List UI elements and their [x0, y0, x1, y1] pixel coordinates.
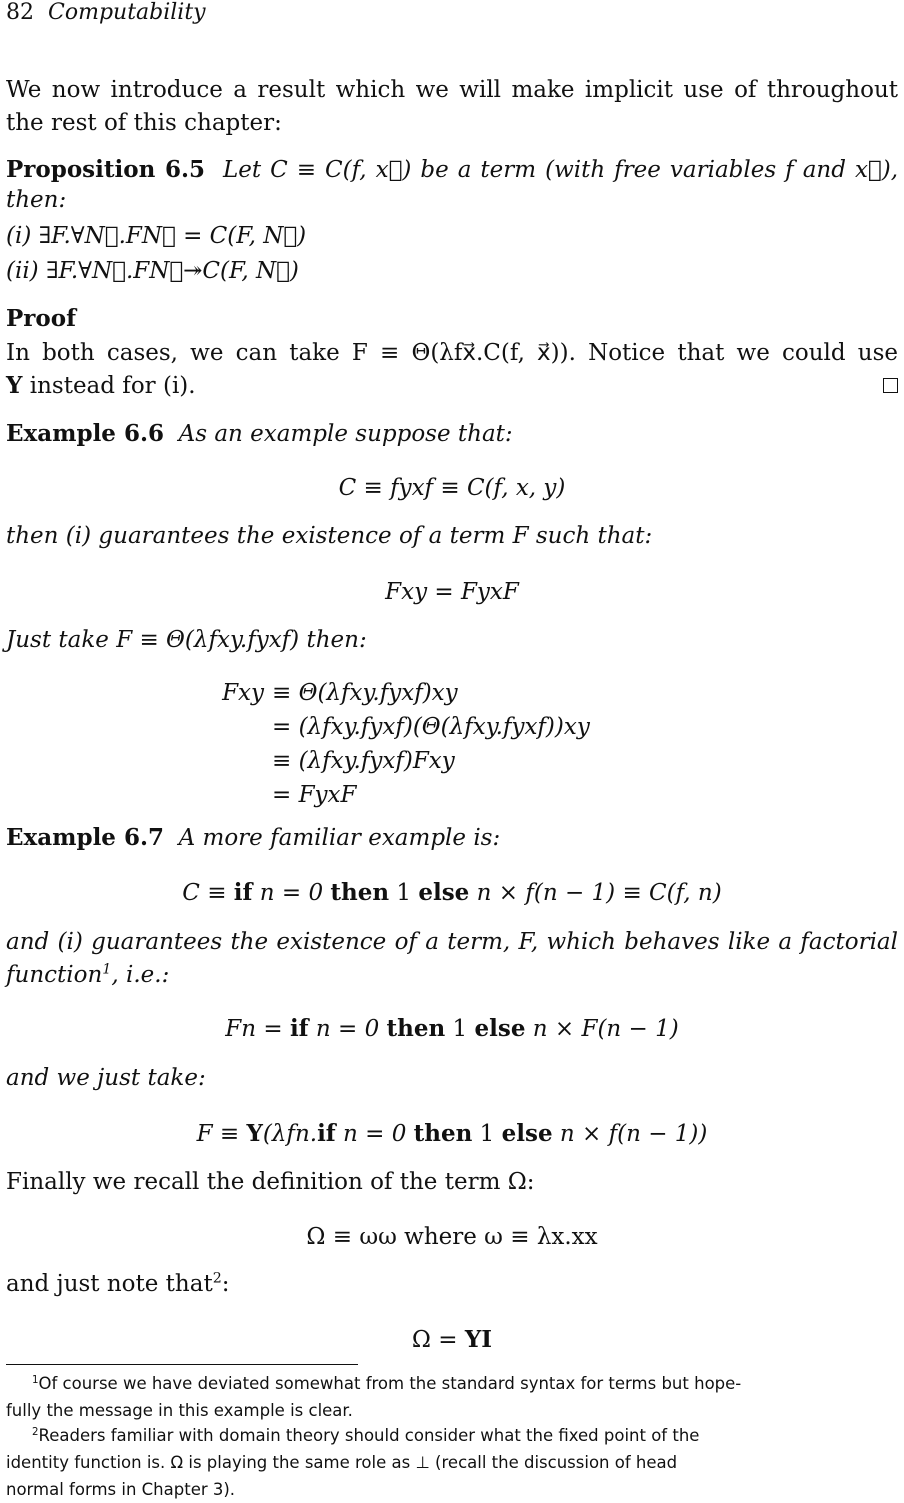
text-ie: , i.e.:: [111, 962, 170, 988]
proposition-text-line-1: Let C ≡ C(f, x⃗) be a term (with free variables f and x⃗),: [223, 157, 899, 183]
omega-note: [6, 1268, 898, 1301]
proof-line-2: [6, 369, 898, 403]
eq1-keyword-then: then: [330, 879, 390, 906]
eq2-part-a: Fn =: [225, 1016, 290, 1042]
eq3-part-a: F ≡: [196, 1121, 247, 1147]
footnote-1-line-1: [6, 1370, 898, 1397]
derivation-row-4: = FyxF: [272, 782, 357, 808]
derivation-row-3: ≡ (λfxy.fyxf)Fxy: [272, 748, 455, 774]
example-6-7-equation-2: [0, 1012, 904, 1046]
eq2-part-b: n = 0: [308, 1016, 387, 1042]
omega-equation: [0, 1323, 904, 1357]
proof-line-1: In both cases, we can take F ≡ Θ(λfx⃗.C(f, x⃗)). Notice that we could use: [6, 340, 898, 366]
eq1-part-a: C ≡: [182, 880, 234, 906]
intro-line-1: We now introduce a result which we will make implicit use of throughout: [6, 77, 898, 103]
example-6-6-text-2: then (i) guarantees the existence of a term F such that:: [6, 523, 653, 549]
example-6-6-equation-2: Fxy = FyxF: [385, 579, 519, 605]
eq2-part-c: 1: [445, 1016, 475, 1042]
footnote-2-line-1: [6, 1422, 898, 1449]
example-6-7-label: Example 6.7: [6, 824, 164, 851]
eq3-part-e: n × f(n − 1)): [552, 1121, 708, 1147]
example-6-6-equation-1: C ≡ fyxf ≡ C(f, x, y): [338, 475, 566, 501]
eq1-keyword-if: if: [233, 879, 253, 906]
omega-note-text: and just note that: [6, 1271, 213, 1297]
example-6-6-heading: [6, 417, 898, 451]
derivation-row-2: = (λfxy.fyxf)(Θ(λfxy.fyxf))xy: [272, 714, 590, 740]
eq3-keyword-if: if: [317, 1120, 336, 1147]
proposition-label: Proposition 6.5: [6, 156, 206, 183]
eq2-keyword-if: if: [289, 1015, 309, 1042]
proposition-item-2: (ii) ∃F.∀N⃗.FN⃗↠C(F, N⃗): [6, 258, 299, 284]
footnote-2-text-1: Readers familiar with domain theory should consider what the fixed point of the: [38, 1426, 700, 1445]
example-6-7-heading: [6, 821, 898, 855]
omega-definition: Ω ≡ ωω where ω ≡ λx.xx: [306, 1224, 598, 1250]
example-6-6-label: Example 6.6: [6, 420, 164, 447]
derivation-row-1: ≡ Θ(λfxy.fyxf)xy: [272, 680, 458, 706]
proof-label: Proof: [6, 305, 76, 332]
eq3-keyword-else: else: [501, 1120, 553, 1147]
text-function: function: [6, 962, 103, 988]
footnote-2: [6, 1422, 898, 1503]
running-title: Computability: [48, 0, 206, 25]
eq3-keyword-then: then: [413, 1120, 473, 1147]
eq1-keyword-else: else: [418, 879, 470, 906]
derivation-lhs: Fxy: [222, 680, 264, 706]
proposition-item-1: (i) ∃F.∀N⃗.FN⃗ = C(F, N⃗): [6, 223, 307, 249]
example-6-7-text-2-line-1: and (i) guarantees the existence of a term, F, which behaves like a factorial: [6, 929, 898, 955]
qed-box-icon: [883, 378, 898, 393]
example-6-6-intro: As an example suppose that:: [178, 421, 513, 447]
omega-intro: Finally we recall the definition of the term Ω:: [6, 1169, 535, 1195]
example-6-7-equation-3: [0, 1117, 904, 1151]
page-number: 82: [6, 0, 34, 25]
omega-eq-lhs: Ω =: [411, 1327, 465, 1353]
proposition-text-line-2: then:: [6, 187, 67, 213]
eq3-part-d: 1: [472, 1121, 502, 1147]
eq1-part-c: 1: [389, 880, 419, 906]
footnote-2-line-2: identity function is. Ω is playing the same role as ⊥ (recall the discussion of head: [6, 1453, 678, 1472]
proposition-statement: [6, 153, 898, 187]
proof-y-combinator: Y: [6, 372, 23, 399]
eq2-keyword-else: else: [474, 1015, 526, 1042]
footnote-ref-1[interactable]: 1: [102, 961, 112, 978]
example-6-6-text-3: Just take F ≡ Θ(λfxy.fyxf) then:: [6, 627, 367, 653]
eq2-keyword-then: then: [386, 1015, 446, 1042]
omega-eq-rhs: YI: [464, 1326, 493, 1353]
eq1-part-d: n × f(n − 1) ≡ C(f, n): [469, 880, 722, 906]
example-6-7-text-3: and we just take:: [6, 1065, 206, 1091]
eq3-y-combinator: Y: [246, 1120, 263, 1147]
footnote-rule: [6, 1364, 358, 1365]
proof-line-2-rest: instead for (i).: [22, 373, 196, 399]
eq3-part-b: (λfn.: [262, 1121, 318, 1147]
running-header: [6, 0, 206, 26]
eq3-part-c: n = 0: [335, 1121, 414, 1147]
example-6-7-text-2-line-2: [6, 959, 898, 992]
footnote-1-line-2: fully the message in this example is clear.: [6, 1401, 353, 1420]
omega-note-colon: :: [221, 1271, 230, 1297]
footnote-1: [6, 1370, 898, 1424]
footnote-2-line-3: normal forms in Chapter 3).: [6, 1480, 236, 1499]
footnote-2-mark: 2: [32, 1426, 39, 1438]
example-6-7-intro: A more familiar example is:: [178, 825, 501, 851]
eq2-part-d: n × F(n − 1): [525, 1016, 679, 1042]
footnote-1-text-1: Of course we have deviated somewhat from the standard syntax for terms but hope-: [38, 1374, 742, 1393]
intro-line-2: the rest of this chapter:: [6, 110, 282, 136]
example-6-7-equation-1: [0, 876, 904, 910]
eq1-part-b: n = 0: [252, 880, 331, 906]
footnote-1-mark: 1: [32, 1374, 39, 1386]
footnote-ref-2[interactable]: 2: [212, 1270, 222, 1287]
